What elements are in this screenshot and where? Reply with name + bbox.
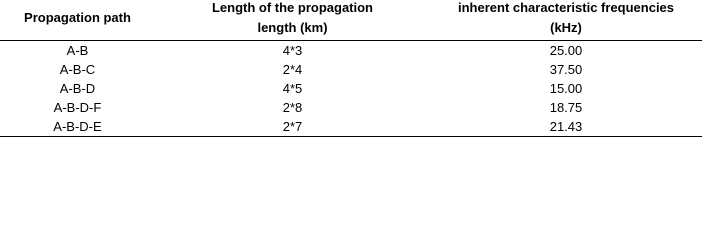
cell-path: A-B-D-E <box>0 117 155 137</box>
cell-frequency: 25.00 <box>549 43 583 58</box>
cell-frequency: 15.00 <box>549 81 583 96</box>
table-header <box>0 0 702 41</box>
header-frequencies-line-1: inherent characteristic frequencies <box>457 0 675 15</box>
table-row <box>0 60 702 79</box>
cell-path: A-B-D-F <box>53 100 102 115</box>
header-propagation-length-line-1: Length of the propagation <box>211 0 374 15</box>
header-propagation-path-line-1: Propagation path <box>24 10 131 25</box>
cell-frequency: 18.75 <box>549 100 583 115</box>
table-body <box>0 41 702 137</box>
cell-length: 2*4 <box>282 62 303 77</box>
cell-length: 2*8 <box>282 100 303 115</box>
table-row <box>0 79 702 98</box>
header-row <box>0 0 702 41</box>
header-frequencies-line-2: (kHz) <box>550 20 582 35</box>
cell-length: 4*3 <box>282 43 303 58</box>
header-propagation-length <box>155 0 430 41</box>
table-row <box>0 41 702 61</box>
header-propagation-path <box>0 0 155 41</box>
header-frequencies <box>430 0 702 41</box>
cell-length: 4*5 <box>282 81 303 96</box>
cell-frequency: 37.50 <box>549 62 583 77</box>
header-propagation-length-line-2: length (km) <box>257 20 328 35</box>
cell-path: A-B <box>66 43 89 58</box>
cell-length: 2*7 <box>155 117 430 137</box>
table-row <box>0 117 702 137</box>
cell-frequency: 21.43 <box>430 117 702 137</box>
cell-path: A-B-C <box>59 62 96 77</box>
cell-path: A-B-D <box>59 81 96 96</box>
table-row <box>0 98 702 117</box>
